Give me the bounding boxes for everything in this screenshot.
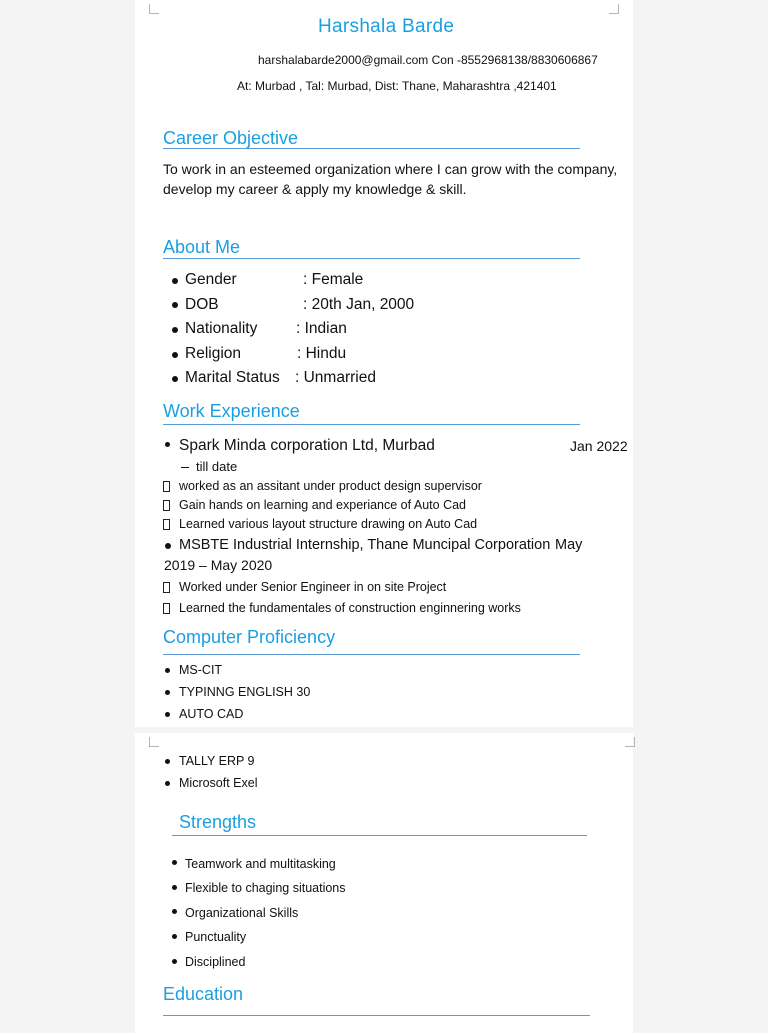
computer-item-4: TALLY ERP 9 <box>179 754 255 768</box>
job2-date-start: May <box>555 537 583 553</box>
bullet <box>165 690 170 695</box>
section-rule <box>163 148 580 149</box>
missing-glyph-bullet <box>163 519 170 530</box>
about-label-gender: Gender <box>185 271 237 288</box>
bullet <box>165 543 171 549</box>
bullet <box>172 327 178 333</box>
job1-point-3: Learned various layout structure drawing on Auto Cad <box>179 517 478 531</box>
strength-item-4: Punctuality <box>185 930 247 944</box>
job2-title: MSBTE Industrial Internship, Thane Muncipal Corporation <box>179 537 551 553</box>
about-value-nationality: : Indian <box>296 320 347 337</box>
bullet <box>172 278 178 284</box>
page-corner-mark <box>149 4 159 14</box>
bullet <box>172 885 177 890</box>
page-corner-mark <box>609 4 619 14</box>
computer-proficiency-heading: Computer Proficiency <box>163 627 336 647</box>
dash-mark <box>181 467 189 468</box>
bullet <box>172 376 178 382</box>
bullet <box>172 934 177 939</box>
objective-line-1: To work in an esteemed organization where I can grow with the company, <box>163 161 618 177</box>
job2-date-cont: 2019 – May 2020 <box>164 557 273 573</box>
page-corner-mark <box>625 737 635 747</box>
work-experience-heading: Work Experience <box>163 401 300 421</box>
job1-point-1: worked as an assitant under product design supervisor <box>179 479 482 493</box>
resume-page-1 <box>135 0 633 727</box>
bullet <box>172 860 177 865</box>
missing-glyph-bullet <box>163 582 170 593</box>
job1-title: Spark Minda corporation Ltd, Murbad <box>179 437 435 454</box>
about-me-heading: About Me <box>163 237 241 257</box>
computer-item-2: TYPINNG ENGLISH 30 <box>179 685 311 699</box>
about-value-marital-status: : Unmarried <box>295 369 376 386</box>
career-objective-heading: Career Objective <box>163 128 299 148</box>
computer-item-3: AUTO CAD <box>179 707 244 721</box>
bullet <box>165 781 170 786</box>
strength-item-3: Organizational Skills <box>185 906 299 920</box>
about-label-religion: Religion <box>185 345 242 362</box>
missing-glyph-bullet <box>163 500 170 511</box>
page-corner-mark <box>149 737 159 747</box>
candidate-name: Harshala Barde <box>318 16 455 37</box>
strength-item-2: Flexible to chaging situations <box>185 881 346 895</box>
job2-point-1: Worked under Senior Engineer in on site Project <box>179 580 447 594</box>
section-rule <box>163 258 580 259</box>
about-value-gender: : Female <box>303 271 364 288</box>
section-rule <box>163 1015 590 1016</box>
about-label-marital-status: Marital Status <box>185 369 280 386</box>
missing-glyph-bullet <box>163 603 170 614</box>
section-rule <box>163 654 580 655</box>
bullet <box>172 909 177 914</box>
about-label-dob: DOB <box>185 296 219 313</box>
job1-date: Jan 2022 <box>570 438 628 454</box>
strength-item-5: Disciplined <box>185 955 246 969</box>
strength-item-1: Teamwork and multitasking <box>185 857 336 871</box>
section-rule <box>163 424 580 425</box>
about-value-religion: : Hindu <box>297 345 347 362</box>
bullet <box>172 352 178 358</box>
about-label-nationality: Nationality <box>185 320 258 337</box>
address-line: At: Murbad , Tal: Murbad, Dist: Thane, Maharashtra ,421401 <box>237 79 557 93</box>
computer-item-1: MS-CIT <box>179 663 223 677</box>
computer-item-5: Microsoft Exel <box>179 776 258 790</box>
education-heading: Education <box>163 984 244 1004</box>
bullet <box>172 959 177 964</box>
bullet <box>165 712 170 717</box>
job1-date-cont: till date <box>196 459 238 474</box>
job2-point-2: Learned the fundamentales of construction enginnering works <box>179 601 521 615</box>
section-rule <box>172 835 587 836</box>
bullet <box>165 668 170 673</box>
bullet <box>165 442 170 447</box>
bullet <box>165 759 170 764</box>
objective-line-2: develop my career & apply my knowledge & skill. <box>163 181 467 197</box>
strengths-heading: Strengths <box>179 812 257 832</box>
about-value-dob: : 20th Jan, 2000 <box>303 296 415 313</box>
missing-glyph-bullet <box>163 481 170 492</box>
job1-point-2: Gain hands on learning and experiance of Auto Cad <box>179 498 467 512</box>
contact-line: harshalabarde2000@gmail.com Con -8552968138/8830606867 <box>258 53 598 67</box>
bullet <box>172 302 178 308</box>
